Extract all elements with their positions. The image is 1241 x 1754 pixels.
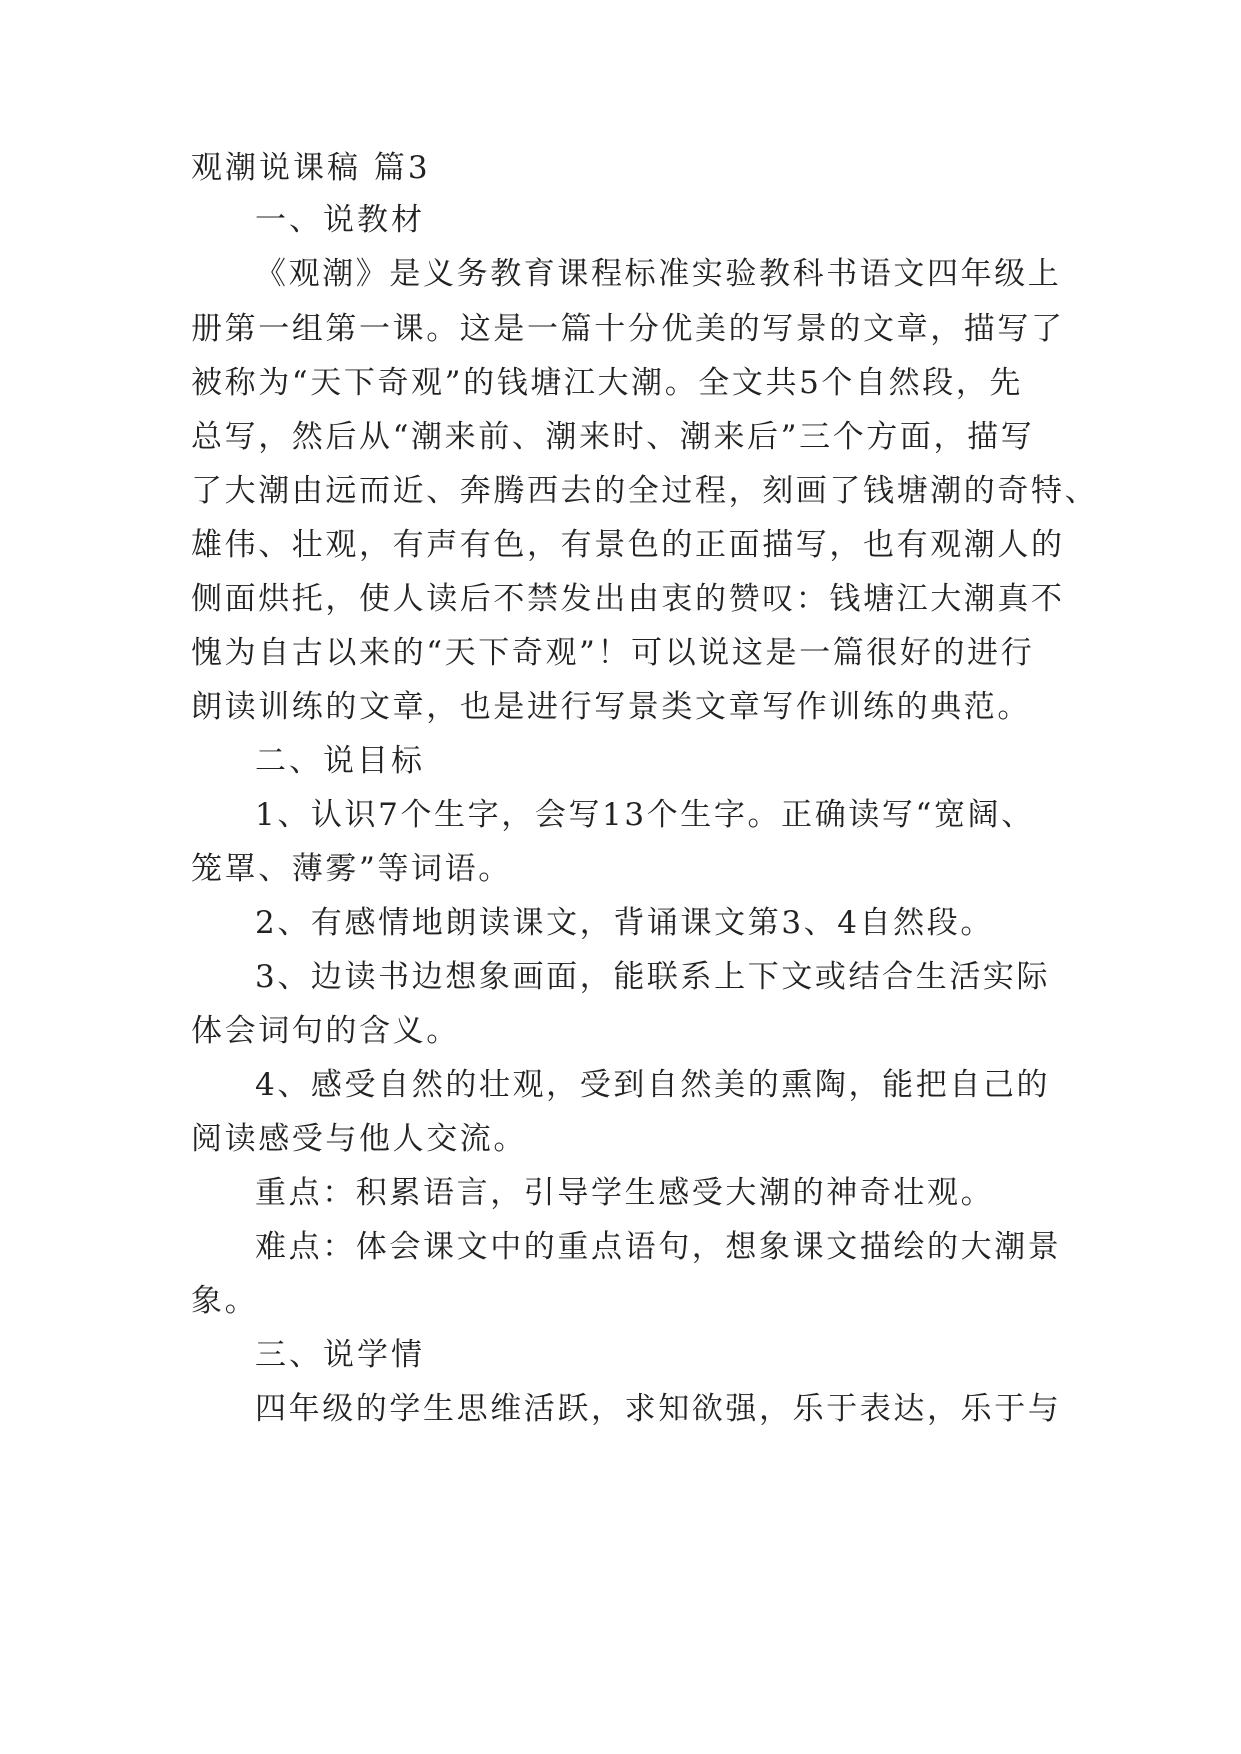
- paragraph-line: 四年级的学生思维活跃，求知欲强，乐于表达，乐于与: [255, 1391, 1062, 1427]
- goal-item-1: 1、认识7个生字，会写13个生字。正确读写“宽阔、: [255, 797, 1035, 833]
- paragraph-line: 雄伟、壮观，有声有色，有景色的正面描写，也有观潮人的: [191, 527, 1065, 563]
- paragraph-line: 了大潮由远而近、奔腾西去的全过程，刻画了钱塘潮的奇特、: [191, 473, 1099, 509]
- paragraph-line: 册第一组第一课。这是一篇十分优美的写景的文章，描写了: [191, 311, 1065, 347]
- goal-item-2: 2、有感情地朗读课文，背诵课文第3、4自然段。: [255, 905, 994, 941]
- key-point: 重点：积累语言，引导学生感受大潮的神奇壮观。: [255, 1175, 995, 1211]
- goal-item-1-continued: 笼罩、薄雾”等词语。: [191, 851, 512, 887]
- paragraph-line: 被称为“天下奇观”的钱塘江大潮。全文共5个自然段，先: [191, 365, 1024, 401]
- goal-item-4-continued: 阅读感受与他人交流。: [191, 1121, 527, 1157]
- section-heading-goals: 二、说目标: [255, 743, 425, 779]
- section-heading-textbook: 一、说教材: [255, 202, 425, 238]
- paragraph-line: 总写，然后从“潮来前、潮来时、潮来后”三个方面，描写: [191, 419, 1035, 455]
- paragraph-line: 《观潮》是义务教育课程标准实验教科书语文四年级上: [255, 256, 1062, 292]
- difficulty: 难点：体会课文中的重点语句，想象课文描绘的大潮景: [255, 1229, 1062, 1265]
- paragraph-line: 朗读训练的文章，也是进行写景类文章写作训练的典范。: [191, 689, 1031, 725]
- paragraph-line: 侧面烘托，使人读后不禁发出由衷的赞叹：钱塘江大潮真不: [191, 581, 1065, 617]
- goal-item-3: 3、边读书边想象画面，能联系上下文或结合生活实际: [255, 959, 1051, 995]
- difficulty-continued: 象。: [191, 1283, 259, 1319]
- paragraph-line: 愧为自古以来的“天下奇观”！可以说这是一篇很好的进行: [191, 635, 1035, 671]
- document-title: 观潮说课稿 篇3: [191, 150, 431, 186]
- section-heading-students: 三、说学情: [255, 1337, 425, 1373]
- goal-item-4: 4、感受自然的壮观，受到自然美的熏陶，能把自己的: [255, 1067, 1051, 1103]
- goal-item-3-continued: 体会词句的含义。: [191, 1013, 460, 1049]
